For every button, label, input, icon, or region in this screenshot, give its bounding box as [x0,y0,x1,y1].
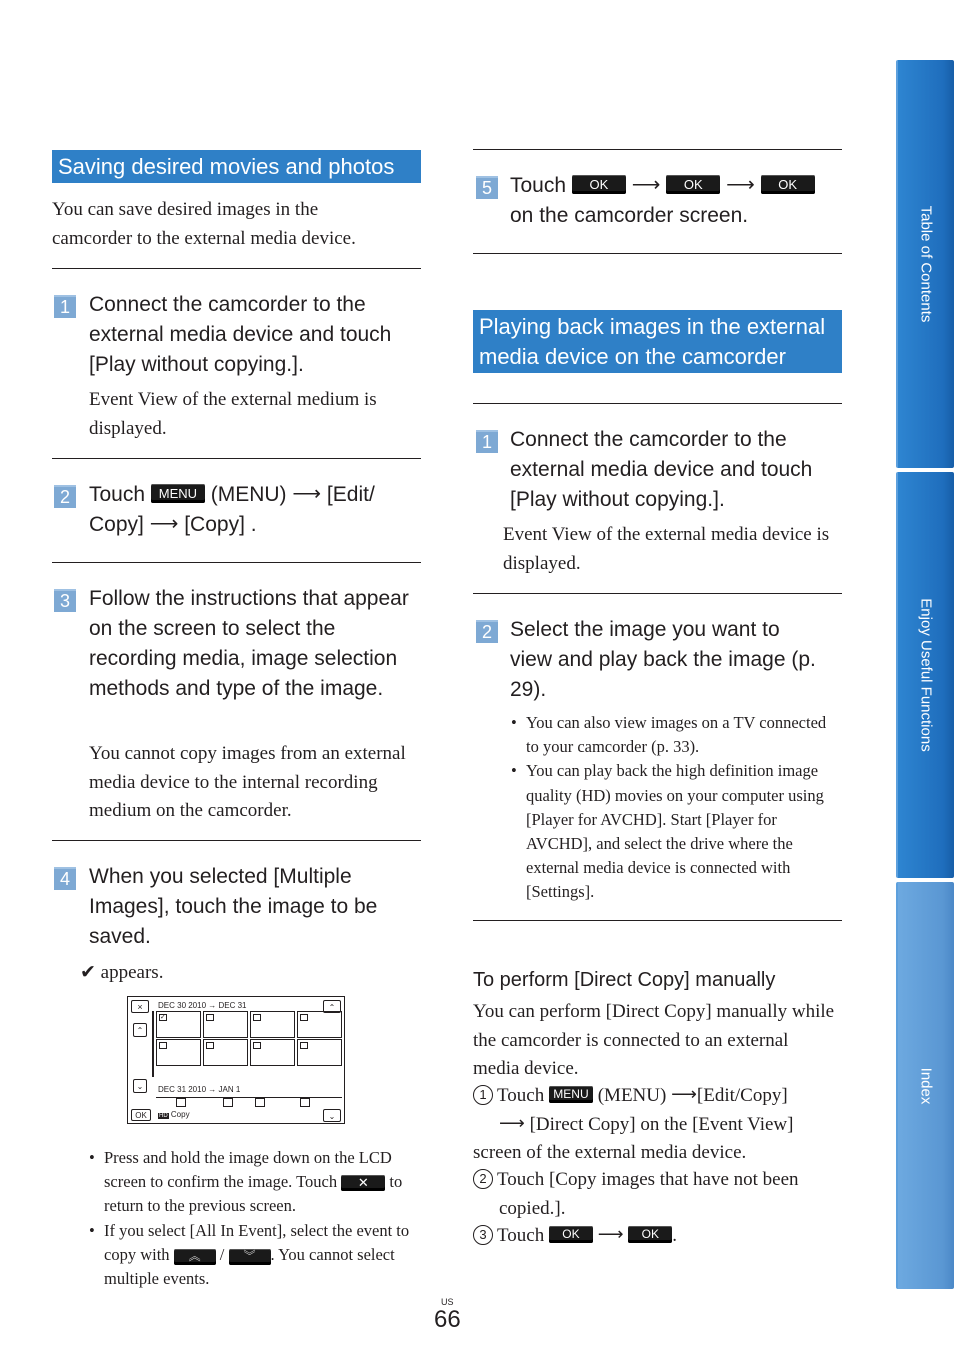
arrow-right-icon: ⟶ [292,483,322,505]
thumbnail [156,1039,201,1066]
tab-index[interactable]: Index [896,882,954,1289]
step-5-after: on the camcorder screen. [510,204,749,227]
close-button-icon: × [131,1000,149,1013]
divider [52,458,421,459]
event-date-range: DEC 30 2010 → DEC 31 [158,1001,247,1010]
check-note-text: appears. [100,962,164,983]
step-number-badge: 5 [476,176,498,199]
ok-button-icon: OK [131,1109,151,1121]
ok-button-icon: OK [549,1226,593,1243]
menu-label: (MENU) [210,483,287,506]
ok-button-icon: OK [572,175,626,194]
step-3-note: You cannot copy images from an external media device to the internal recording medium on the camcorder. [89,743,406,821]
edit-copy-label: [Edit/ Copy] [89,483,375,536]
thumbnail [203,1039,248,1066]
direct-copy-intro: You can perform [Direct Copy] manually while the camcorder is connected to an external media device. [473,1001,835,1079]
step-5-text [510,171,840,231]
tab-table-of-contents[interactable]: Table of Contents [896,60,954,468]
step-number-badge: 1 [476,430,498,453]
circled-number: 1 [473,1085,493,1105]
list-item: • If you select [All In Event], select the event to copy with ︽ / ︾ . You cannot select multiple events. [89,1219,424,1292]
tab-enjoy-useful-functions[interactable]: Enjoy Useful Functions [896,472,954,878]
touch-label: Touch [510,174,567,197]
step-1-note: Event View of the external medium is displayed. [89,389,377,439]
step-2-text [89,480,419,540]
step-number-badge: 3 [54,589,76,612]
scroll-down-double-icon: ⌄ [323,1109,341,1122]
region-code: US [441,1297,454,1307]
scroll-up-double-icon: ⌃ [323,1000,341,1013]
checkmark-icon: ✔ [80,961,96,983]
step-1-text: Connect the camcorder to the external media device and touch [Play without copying.]. [89,293,392,376]
thumbnail [250,1039,295,1066]
thumbnail [250,1011,295,1038]
thumbnail: ✓ [156,1011,201,1038]
divider [52,562,421,563]
arrow-right-icon: ⟶ [631,174,661,196]
ok-button-icon: OK [761,175,815,194]
section-title-saving: Saving desired movies and photos [52,150,421,183]
page-up-icon: ⌃ [133,1023,147,1037]
step-3-text: Follow the instructions that appear on the screen to select the recording media, image selection methods and type of the image. [89,587,409,700]
arrow-right-icon: ⟶ [149,513,179,535]
right-bullet-list [511,711,833,905]
direct-copy-heading: To perform [Direct Copy] manually [473,969,776,991]
ok-button-icon: OK [628,1226,672,1243]
close-button-icon: ✕ [341,1175,385,1191]
divider [52,840,421,841]
list-item: • You can play back the high definition image quality (HD) movies on your computer using [Player for AVCHD]. Start [Player for AVCHD], and select the drive where the external media device is connected with [Settings]. [511,759,833,904]
step-number-badge: 2 [476,620,498,643]
hd-icon: HD [159,1113,168,1119]
direct-copy-item-3: 3 Touch OK ⟶ OK . [473,1222,838,1251]
step-2-text: Select the image you want to view and play back the image (p. 29). [510,618,816,701]
intro-text: You can save desired images in the camcorder to the external media device. [52,199,356,249]
page-down-icon: ⌄ [133,1079,147,1093]
arrow-right-icon: ⟶ [726,174,755,196]
menu-button-icon: MENU [549,1086,593,1103]
divider [473,253,842,254]
thumbnail [297,1039,342,1066]
arrow-right-icon: ⟶ [499,1112,525,1133]
divider [473,403,842,404]
event-date-range: DEC 31 2010 → JAN 1 [158,1085,241,1094]
scroll-up-double-icon: ︽ [174,1249,216,1265]
list-item: • Press and hold the image down on the LCD screen to confirm the image. Touch ✕ to return to the previous screen. [89,1146,424,1219]
ok-button-icon: OK [666,175,720,194]
lcd-screen-illustration [127,996,345,1124]
direct-copy-item-2: 2 Touch [Copy images that have not been copied.]. [473,1166,838,1223]
divider [473,593,842,594]
arrow-right-icon: ⟶ [671,1084,697,1104]
step-1-text: Connect the camcorder to the external media device and touch [Play without copying.]. [510,428,813,511]
step-4-text: When you selected [Multiple Images], touch the image to be saved. [89,865,378,948]
touch-label: Touch [89,483,146,506]
step-number-badge: 1 [54,295,76,318]
step-number-badge: 2 [54,485,76,508]
arrow-right-icon: ⟶ [597,1224,624,1244]
divider [473,920,842,921]
divider [473,149,842,150]
copy-label: [Copy] . [184,513,257,536]
thumbnail [203,1011,248,1038]
menu-button-icon: MENU [151,484,205,503]
page-number: 66 [434,1306,461,1333]
divider [52,268,421,269]
step-1-note: Event View of the external media device is displayed. [503,524,830,574]
left-bullet-list [89,1146,424,1291]
section-title-playing-back: Playing back images in the external media device on the camcorder [473,310,842,373]
circled-number: 3 [473,1225,493,1245]
copy-label: Copy [170,1110,190,1119]
thumbnail [297,1011,342,1038]
step-number-badge: 4 [54,867,76,890]
direct-copy-item-1: 1 Touch MENU (MENU) ⟶[Edit/Copy] ⟶ [Direct Copy] on the [Event View] screen of the external media device. [473,1084,794,1163]
circled-number: 2 [473,1169,493,1189]
scroll-down-double-icon: ︾ [229,1249,271,1265]
check-note [80,958,280,988]
list-item: • You can also view images on a TV connected to your camcorder (p. 33). [511,711,833,759]
event-bar [152,1011,154,1077]
